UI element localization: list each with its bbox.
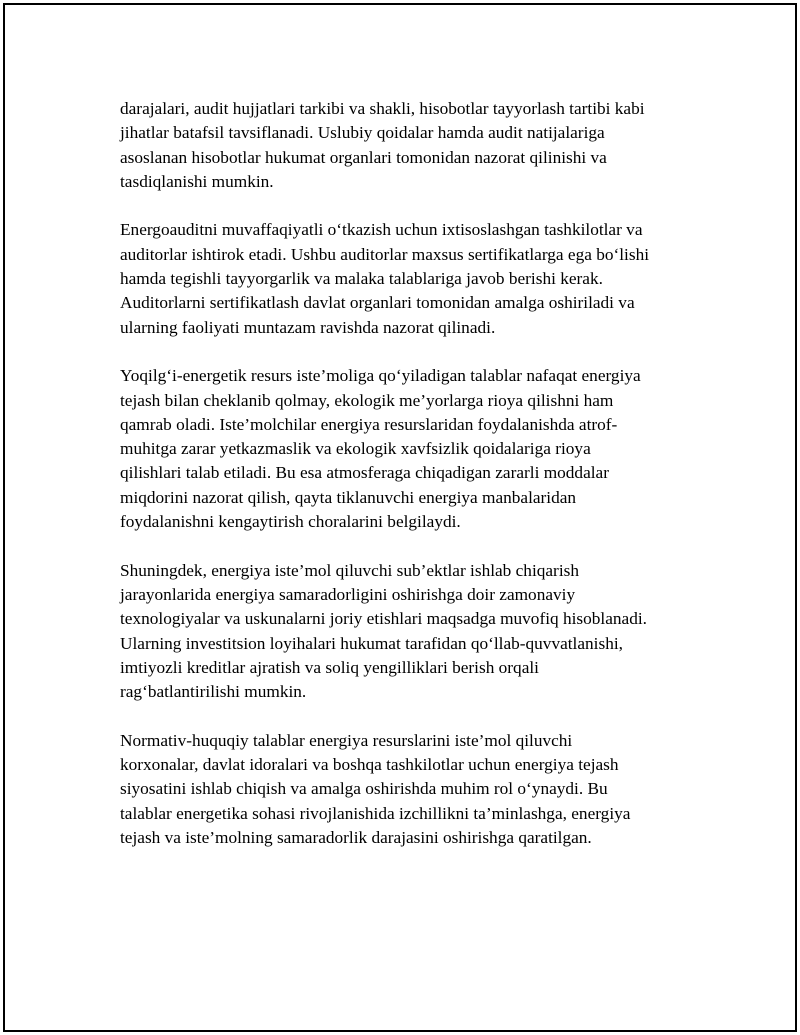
document-body [120, 97, 695, 875]
paragraph-4: Shuningdek, energiya iste’mol qiluvchi sub’ektlar ishlab chiqarish jarayonlarida energiya samaradorligini oshirishga doir zamonaviy texnologiyalar va uskunalarni joriy etishlari maqsadga muvofiq hisoblanadi. Ularning investitsion loyihalari hukumat tarafidan qo‘llab-quvvatlanishi, imtiyozli kreditlar ajratish va soliq yengilliklari berish orqali rag‘batlantirilishi mumkin. [120, 560, 647, 702]
paragraph-2: Energoauditni muvaffaqiyatli o‘tkazish uchun ixtisoslashgan tashkilotlar va auditorlar ishtirok etadi. Ushbu auditorlar maxsus sertifikatlarga ega bo‘lishi hamda tegishli tayyorgarlik va malaka talablariga javob berishi kerak. Auditorlarni sertifikatlash davlat organlari tomonidan amalga oshiriladi va ularning faoliyati muntazam ravishda nazorat qilinadi. [120, 220, 650, 337]
page-frame [3, 3, 797, 1032]
paragraph-5: Normativ-huquqiy talablar energiya resurslarini iste’mol qiluvchi korxonalar, davlat idoralari va boshqa tashkilotlar uchun energiya tejash siyosatini ishlab chiqish va amalga oshirishda muhim rol o‘ynaydi. Bu talablar energetika sohasi rivojlanishida izchillikni ta’minlashga, energiya tejash va iste’molning samaradorlik darajasini oshirishga qaratilgan. [120, 730, 631, 847]
paragraph-3: Yoqilg‘i-energetik resurs iste’moliga qo‘yiladigan talablar nafaqat energiya tejash bilan cheklanib qolmay, ekologik me’yorlarga rioya qilishni ham qamrab oladi. Iste’molchilar energiya resurslaridan foydalanishda atrof- muhitga zarar yetkazmaslik va ekologik xavfsizlik qoidalariga rioya qilishlari talab etiladi. Bu esa atmosferaga chiqadigan zararli moddalar miqdorini nazorat qilish, qayta tiklanuvchi energiya manbalaridan foydalanishni kengaytirish choralarini belgilaydi. [120, 366, 641, 532]
paragraph-1: darajalari, audit hujjatlari tarkibi va shakli, hisobotlar tayyorlash tartibi kabi jihatlar batafsil tavsiflanadi. Uslubiy qoidalar hamda audit natijalariga asoslanan hisobotlar hukumat organlari tomonidan nazorat qilinishi va tasdiqlanishi mumkin. [120, 99, 645, 191]
